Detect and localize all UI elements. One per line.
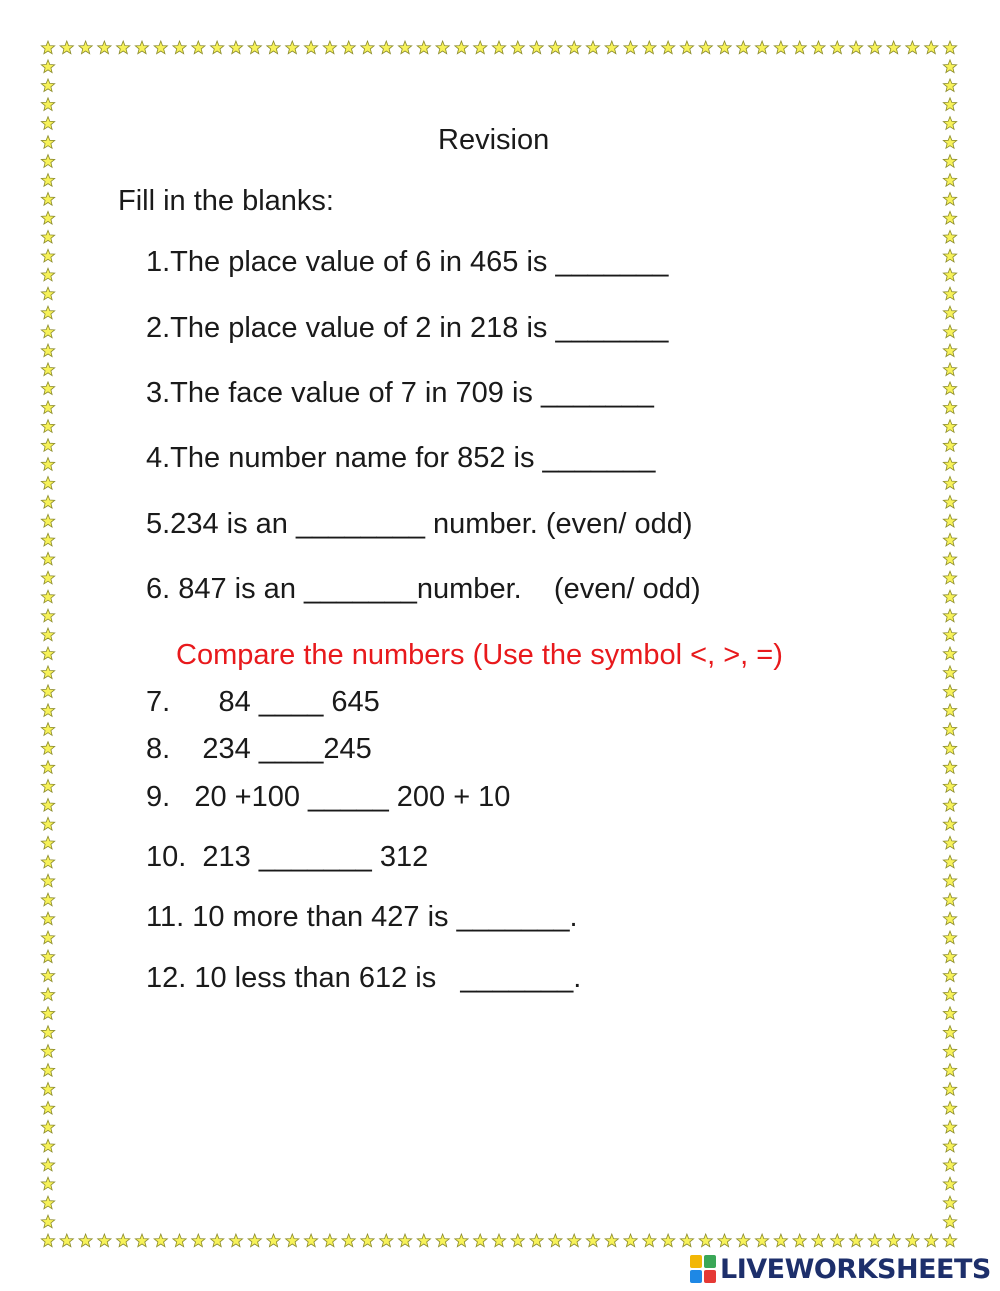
border-star (812, 41, 825, 54)
border-star (79, 41, 92, 54)
border-star (41, 969, 54, 982)
question-6: 6. 847 is an _______number. (even/ odd) (146, 573, 701, 605)
border-star (342, 41, 355, 54)
border-star (943, 742, 956, 755)
border-star (943, 1064, 956, 1077)
border-star (586, 1234, 599, 1247)
border-star (41, 799, 54, 812)
instruction-text: Fill in the blanks: (118, 185, 334, 217)
border-star (943, 893, 956, 906)
border-star (323, 1234, 336, 1247)
border-star (943, 950, 956, 963)
border-star (943, 1158, 956, 1171)
border-star (41, 628, 54, 641)
compare-item-9: 9. 20 +100 _____ 200 + 10 (146, 781, 511, 813)
border-star (41, 268, 54, 281)
border-star (41, 117, 54, 130)
question-11: 11. 10 more than 427 is _______. (146, 901, 578, 933)
border-star (41, 363, 54, 376)
border-star (248, 1234, 261, 1247)
border-star (943, 855, 956, 868)
border-star (41, 723, 54, 736)
border-star (60, 41, 73, 54)
border-star (943, 609, 956, 622)
border-star (943, 363, 956, 376)
border-star (943, 382, 956, 395)
border-star (699, 41, 712, 54)
border-star (41, 571, 54, 584)
border-star (41, 912, 54, 925)
border-star (492, 41, 505, 54)
border-star (98, 1234, 111, 1247)
border-star (41, 382, 54, 395)
border-star (41, 249, 54, 262)
compare-heading: Compare the numbers (Use the symbol <, >, =) (176, 639, 783, 671)
border-star (267, 41, 280, 54)
border-star (41, 533, 54, 546)
border-star (943, 514, 956, 527)
border-star (943, 193, 956, 206)
border-star (41, 609, 54, 622)
border-star (943, 552, 956, 565)
border-star (417, 41, 430, 54)
border-star (943, 571, 956, 584)
question-5: 5.234 is an ________ number. (even/ odd) (146, 508, 693, 540)
border-star (943, 1101, 956, 1114)
border-star (41, 1045, 54, 1058)
border-star (211, 41, 224, 54)
border-star (643, 1234, 656, 1247)
border-star (41, 514, 54, 527)
border-star (605, 1234, 618, 1247)
question-1: 1.The place value of 6 in 465 is _______ (146, 246, 669, 278)
border-star (211, 1234, 224, 1247)
border-star (943, 1196, 956, 1209)
border-star (286, 1234, 299, 1247)
border-star (41, 647, 54, 660)
border-star (41, 1083, 54, 1096)
border-star (737, 41, 750, 54)
border-star (680, 41, 693, 54)
border-star (605, 41, 618, 54)
border-star (361, 1234, 374, 1247)
border-star (943, 1139, 956, 1152)
border-star (943, 628, 956, 641)
border-star (41, 950, 54, 963)
border-star (943, 117, 956, 130)
border-star (41, 1064, 54, 1077)
border-star (117, 41, 130, 54)
question-3: 3.The face value of 7 in 709 is _______ (146, 377, 654, 409)
border-star (41, 41, 54, 54)
border-star (436, 41, 449, 54)
border-star (568, 1234, 581, 1247)
border-star (41, 230, 54, 243)
border-star (943, 287, 956, 300)
border-star (41, 496, 54, 509)
border-star (943, 1215, 956, 1228)
border-star (192, 1234, 205, 1247)
border-star (943, 306, 956, 319)
border-star (943, 1083, 956, 1096)
border-star (943, 344, 956, 357)
question-4: 4.The number name for 852 is _______ (146, 442, 656, 474)
border-star (398, 1234, 411, 1247)
border-star (943, 817, 956, 830)
border-star (943, 647, 956, 660)
border-star (304, 41, 317, 54)
border-star (41, 893, 54, 906)
border-star (549, 1234, 562, 1247)
border-star (943, 799, 956, 812)
border-star (586, 41, 599, 54)
border-star (943, 780, 956, 793)
border-star (474, 1234, 487, 1247)
border-star (718, 1234, 731, 1247)
border-star (417, 1234, 430, 1247)
border-star (831, 41, 844, 54)
border-star (135, 41, 148, 54)
border-star (943, 533, 956, 546)
border-star (868, 1234, 881, 1247)
border-star (41, 931, 54, 944)
border-star (41, 98, 54, 111)
border-star (643, 41, 656, 54)
border-star (511, 1234, 524, 1247)
border-star (943, 666, 956, 679)
border-star (41, 1196, 54, 1209)
border-star (943, 874, 956, 887)
border-star (718, 41, 731, 54)
border-star (530, 41, 543, 54)
border-star (41, 193, 54, 206)
border-star (943, 1177, 956, 1190)
border-star (436, 1234, 449, 1247)
border-star (41, 174, 54, 187)
border-star (342, 1234, 355, 1247)
border-star (906, 1234, 919, 1247)
border-star (849, 1234, 862, 1247)
border-star (943, 268, 956, 281)
logo-mark-icon (690, 1255, 716, 1283)
border-star (849, 41, 862, 54)
border-star (229, 1234, 242, 1247)
border-star (755, 1234, 768, 1247)
border-star (154, 41, 167, 54)
logo-wordmark: LIVEWORKSHEETS (720, 1253, 991, 1285)
border-star (774, 41, 787, 54)
border-star (943, 325, 956, 338)
border-star (943, 420, 956, 433)
border-star (943, 723, 956, 736)
border-star (925, 1234, 938, 1247)
border-star (98, 41, 111, 54)
border-star (492, 1234, 505, 1247)
border-star (41, 1120, 54, 1133)
border-star (173, 41, 186, 54)
border-star (943, 401, 956, 414)
border-star (662, 1234, 675, 1247)
border-star (793, 41, 806, 54)
border-star (943, 477, 956, 490)
border-star (943, 136, 956, 149)
border-star (943, 230, 956, 243)
border-star (943, 79, 956, 92)
border-star (568, 41, 581, 54)
border-star (41, 1234, 54, 1247)
border-star (398, 41, 411, 54)
border-star (41, 420, 54, 433)
border-star (192, 41, 205, 54)
border-star (41, 1101, 54, 1114)
border-star (943, 1234, 956, 1247)
border-star (943, 1120, 956, 1133)
border-star (41, 761, 54, 774)
border-star (135, 1234, 148, 1247)
border-star (41, 211, 54, 224)
border-star (173, 1234, 186, 1247)
border-star (474, 41, 487, 54)
border-star (361, 41, 374, 54)
border-star (624, 1234, 637, 1247)
border-star (943, 931, 956, 944)
border-star (79, 1234, 92, 1247)
border-star (943, 704, 956, 717)
border-star (549, 41, 562, 54)
border-star (248, 41, 261, 54)
border-star (943, 836, 956, 849)
border-star (943, 969, 956, 982)
border-star (41, 401, 54, 414)
border-star (943, 458, 956, 471)
compare-item-8: 8. 234 ____245 (146, 733, 372, 765)
border-star (943, 98, 956, 111)
border-star (699, 1234, 712, 1247)
border-star (887, 1234, 900, 1247)
border-star (41, 325, 54, 338)
border-star (793, 1234, 806, 1247)
border-star (41, 817, 54, 830)
border-star (680, 1234, 693, 1247)
border-star (831, 1234, 844, 1247)
border-star (943, 988, 956, 1001)
border-star (624, 41, 637, 54)
border-star (662, 41, 675, 54)
border-star (868, 41, 881, 54)
border-star (41, 439, 54, 452)
border-star (943, 590, 956, 603)
border-star (41, 155, 54, 168)
border-star (774, 1234, 787, 1247)
border-star (380, 41, 393, 54)
border-star (943, 761, 956, 774)
border-star (943, 685, 956, 698)
border-star (41, 287, 54, 300)
liveworksheets-logo (690, 1252, 991, 1286)
border-star (60, 1234, 73, 1247)
border-star (41, 874, 54, 887)
border-star (41, 306, 54, 319)
border-star (41, 136, 54, 149)
border-star (906, 41, 919, 54)
border-star (380, 1234, 393, 1247)
border-star (41, 344, 54, 357)
border-star (943, 211, 956, 224)
border-star (117, 1234, 130, 1247)
border-star (737, 1234, 750, 1247)
border-star (943, 1007, 956, 1020)
border-star (41, 685, 54, 698)
border-star (41, 1026, 54, 1039)
border-star (41, 780, 54, 793)
worksheet-title: Revision (438, 124, 550, 156)
border-star (41, 1139, 54, 1152)
border-star (154, 1234, 167, 1247)
border-star (286, 41, 299, 54)
border-star (41, 1007, 54, 1020)
border-star (41, 1158, 54, 1171)
border-star (812, 1234, 825, 1247)
border-star (41, 60, 54, 73)
border-star (229, 41, 242, 54)
border-star (455, 41, 468, 54)
compare-item-10: 10. 213 _______ 312 (146, 841, 429, 873)
border-star (41, 988, 54, 1001)
border-star (943, 1026, 956, 1039)
border-star (511, 41, 524, 54)
border-star (943, 155, 956, 168)
border-star (943, 1045, 956, 1058)
border-star (943, 174, 956, 187)
border-star (925, 41, 938, 54)
border-star (41, 704, 54, 717)
border-star (943, 60, 956, 73)
border-star (41, 1177, 54, 1190)
border-star (41, 477, 54, 490)
border-star (943, 912, 956, 925)
border-star (887, 41, 900, 54)
border-star (41, 855, 54, 868)
border-star (41, 1215, 54, 1228)
question-12: 12. 10 less than 612 is _______. (146, 962, 582, 994)
border-star (943, 41, 956, 54)
border-star (41, 458, 54, 471)
border-star (755, 41, 768, 54)
border-star (41, 590, 54, 603)
border-star (267, 1234, 280, 1247)
border-star (943, 496, 956, 509)
border-star (323, 41, 336, 54)
border-star (943, 249, 956, 262)
border-star (41, 742, 54, 755)
border-star (41, 666, 54, 679)
question-2: 2.The place value of 2 in 218 is _______ (146, 312, 669, 344)
border-star (455, 1234, 468, 1247)
border-star (41, 836, 54, 849)
border-star (41, 79, 54, 92)
border-star (943, 439, 956, 452)
compare-item-7: 7. 84 ____ 645 (146, 686, 380, 718)
border-star (530, 1234, 543, 1247)
border-star (304, 1234, 317, 1247)
border-star (41, 552, 54, 565)
